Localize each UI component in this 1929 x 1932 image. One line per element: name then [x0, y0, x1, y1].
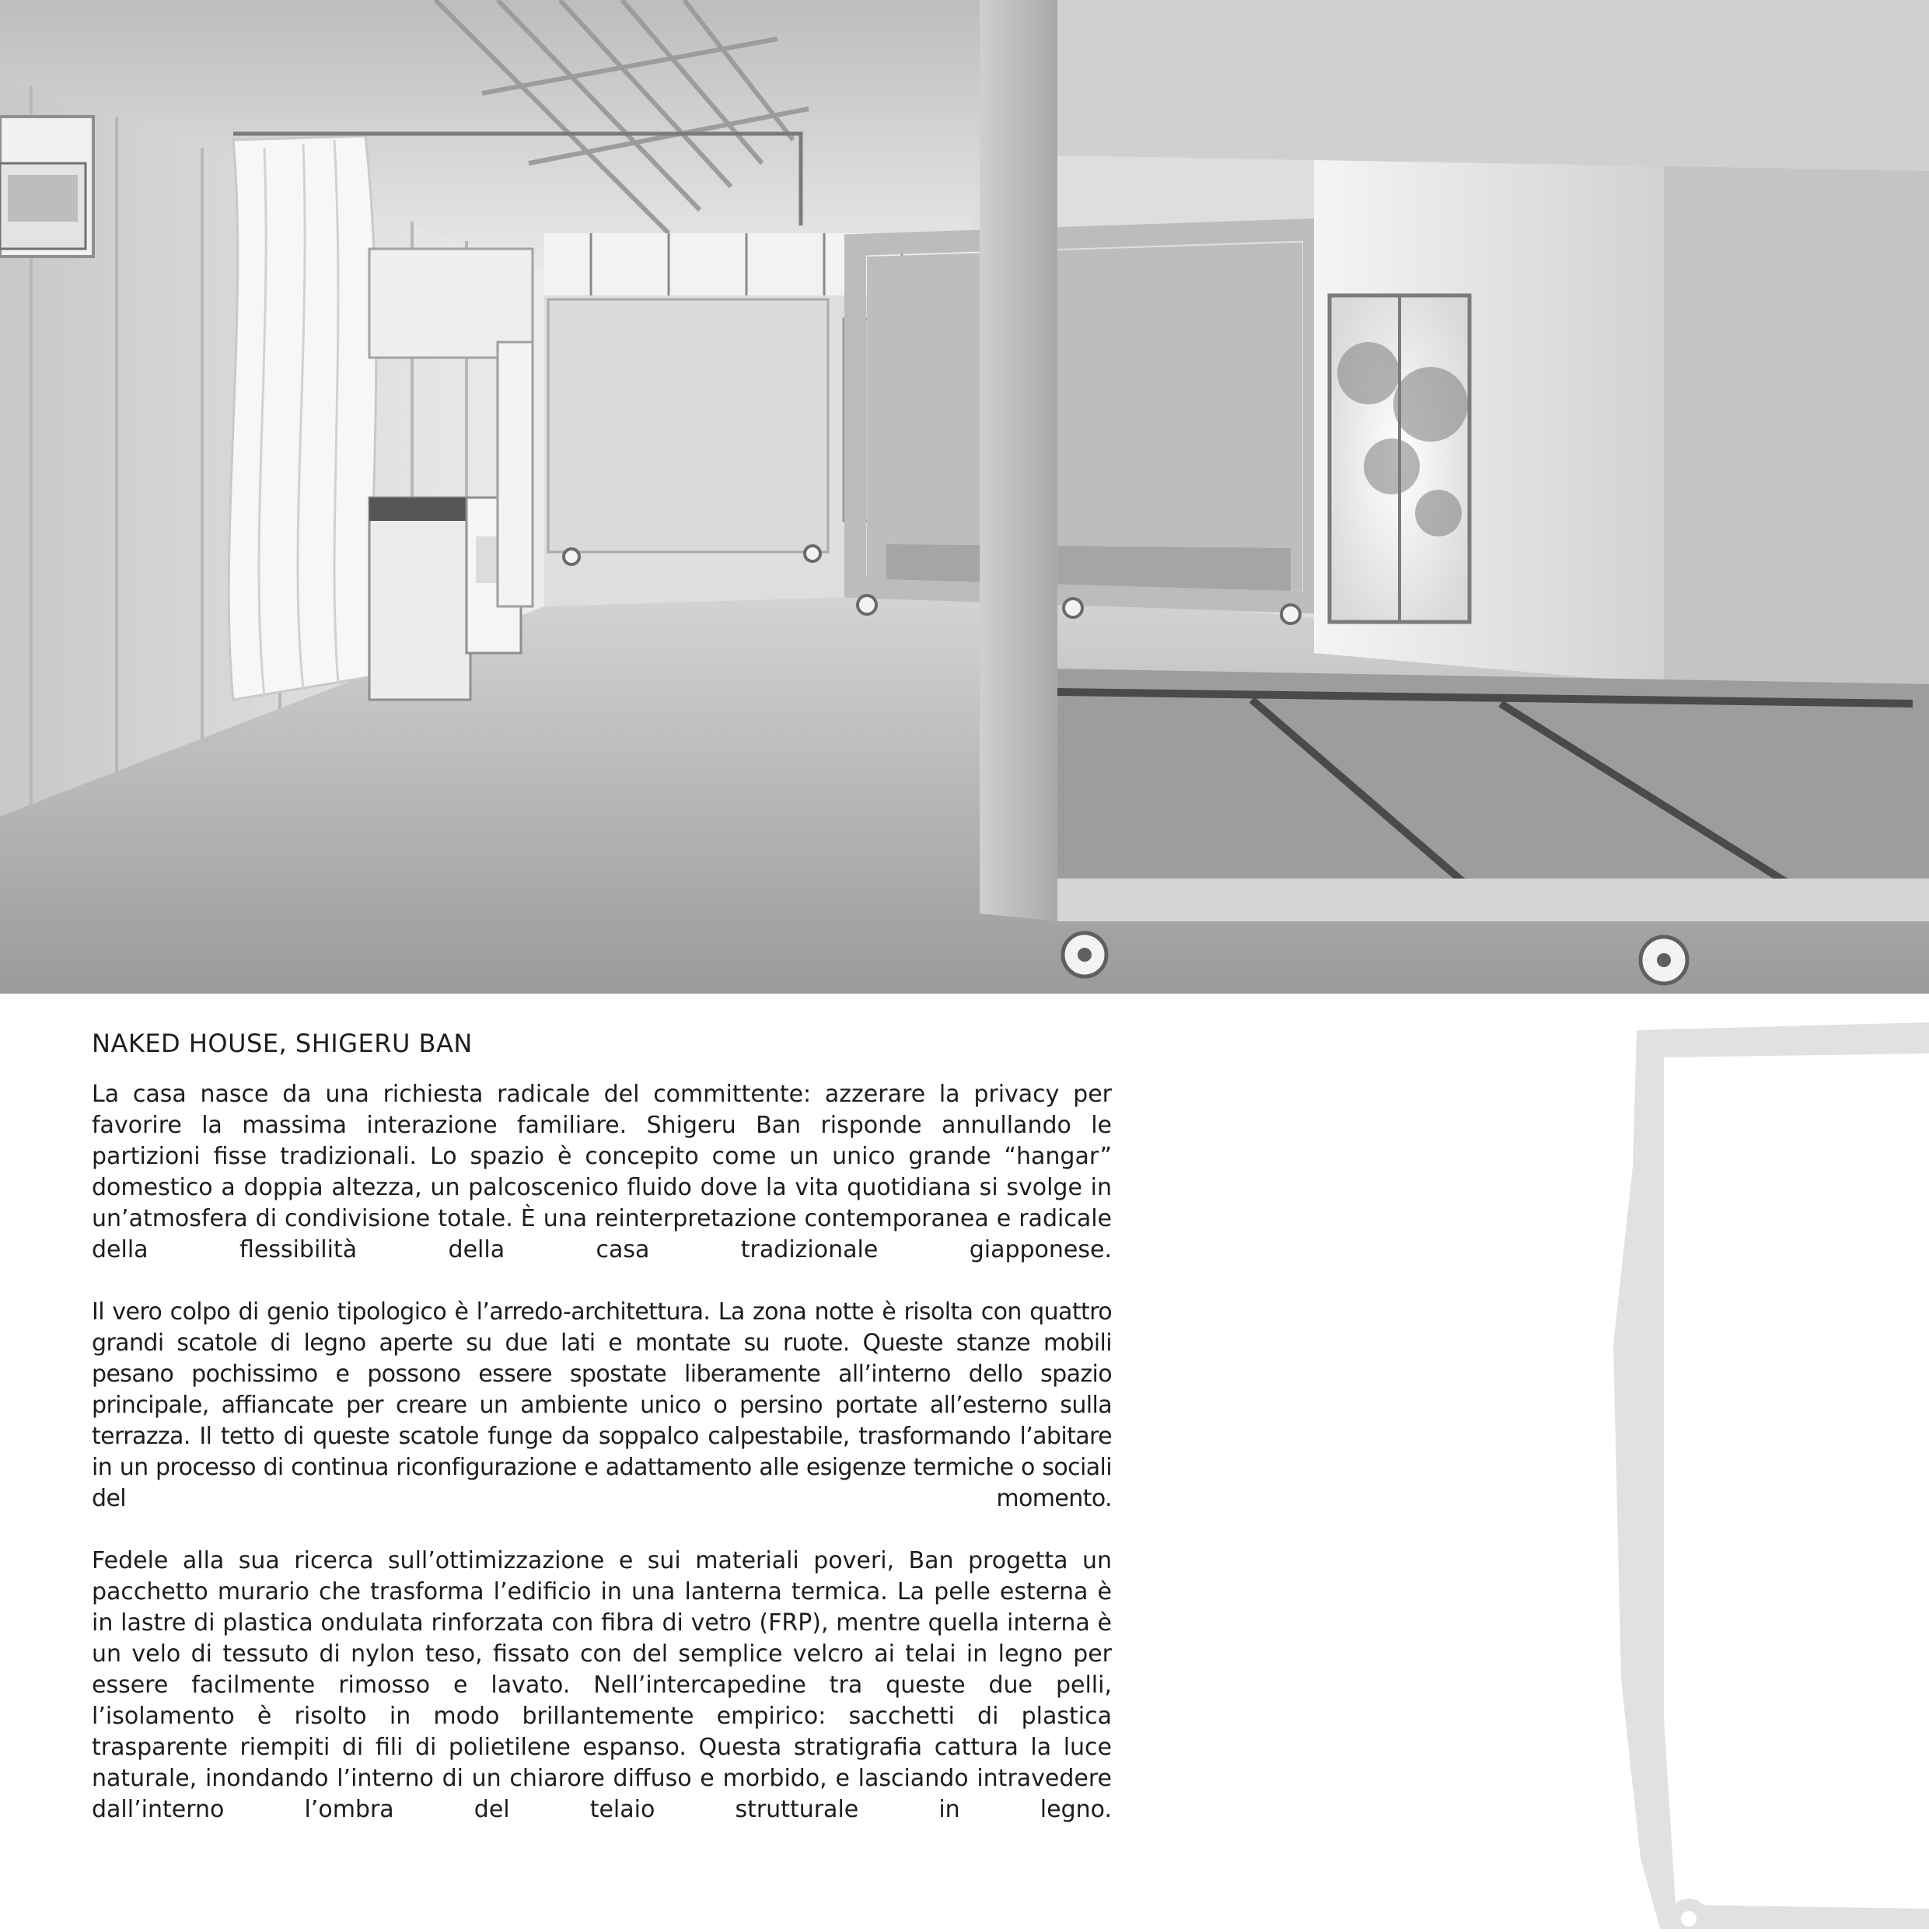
mobile-room-outline-graphic — [1602, 1018, 1929, 1929]
article-paragraph-3: Fedele alla sua ricerca sull’ottimizzazione e sui materiali poveri, Ban progetta un pacchetto murario che trasforma l’edificio in una lanterna termica. La pelle esterna è in lastre di plastica ondulata rinforzata con fibra di vetro (FRP), mentre quella interna è un velo di tessuto di nylon teso, fissato con del semplice velcro ai telai in legno per essere facilmente rimosso e lavato. Nell’intercapedine tra queste due pelli, l’isolamento è risolto in modo brillantemente empirico: sacchetti di plastica trasparente riempiti di fili di polietilene espanso. Questa stratigrafia cattura la luce naturale, inondando l’interno di un chiarore diffuso e morbido, e lasciando intravedere dall’interno l’ombra del telaio strutturale in legno. — [92, 1547, 1112, 1823]
article-title: NAKED HOUSE, SHIGERU BAN — [92, 1029, 473, 1058]
article — [92, 1025, 1112, 1857]
article-paragraph-1: La casa nasce da una richiesta radicale del committente: azzerare la privacy per favorire la massima interazione familiare. Shigeru Ban risponde annullando le partizioni fisse tradizionali. Lo spazio è concepito come un unico grande “hangar” domestico a doppia altezza, un palcoscenico fluido dove la vita quotidiana si svolge in un’atmosfera di condivisione totale. È una reinterpretazione contemporanea e radicale della flessibilità della casa tradizionale giapponese. — [92, 1081, 1112, 1263]
article-paragraph-2: Il vero colpo di genio tipologico è l’arredo-architettura. La zona notte è risolta con quattro grandi scatole di legno aperte su due lati e montate su ruote. Queste stanze mobili pesano pochissimo e possono essere spostate liberamente all’interno dello spazio principale, affiancate per creare un ambiente unico o persino portate all’esterno sulla terrazza. Il tetto di queste scatole funge da soppalco calpestabile, trasformando l’abitare in un processo di continua riconfigurazione e adattamento alle esigenze termiche o sociali del momento. — [92, 1298, 1112, 1512]
